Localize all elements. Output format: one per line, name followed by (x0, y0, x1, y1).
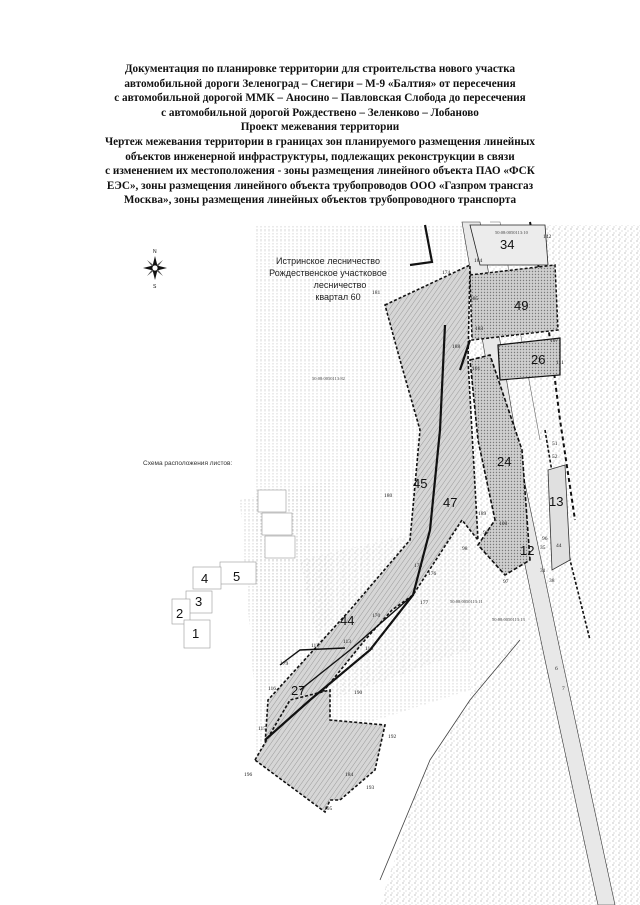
parcel-number: 13 (549, 494, 564, 509)
point-number: 6 (555, 666, 558, 672)
cadastral-number: 50:08:0050113:13 (492, 617, 525, 622)
point-number: 188 (452, 344, 461, 350)
point-number: 176 (428, 571, 437, 577)
point-number: 192 (388, 734, 397, 740)
parcel-number: 26 (531, 352, 546, 367)
point-number: 189 (478, 511, 487, 517)
point-number: 170 (372, 613, 381, 619)
point-number: 115 (258, 726, 267, 732)
point-number: 185 (470, 296, 479, 302)
point-number: 179 (280, 661, 289, 667)
point-number: 175 (414, 563, 423, 569)
sheet-number-2: 2 (176, 606, 184, 621)
point-number: 174 (442, 270, 451, 276)
point-number: 100 (499, 521, 508, 527)
point-number: 181 (372, 290, 381, 296)
point-number: 112 (311, 643, 320, 649)
title-line: Документация по планировке территории для строительства нового участка (124, 63, 516, 75)
title-line: Чертеж межевания территории в границах зон планируемого размещения линейных (104, 135, 536, 148)
compass-north-label: N (153, 249, 157, 255)
point-number: 52 (552, 454, 558, 460)
forest-label-line: Рождественское участковое (269, 268, 387, 278)
point-number: 97 (503, 579, 509, 585)
forest-label-line: лесничество (313, 280, 367, 290)
point-number: 51 (552, 441, 558, 447)
point-number: 111 (556, 360, 564, 366)
point-number: 177 (420, 600, 429, 606)
parcel-number: 12 (520, 543, 535, 558)
point-number: 184 (345, 772, 354, 778)
parcel-number: 44 (340, 613, 355, 628)
title-line: с изменением их местоположения - зоны размещения линейного объекта ПАО «ФСК (105, 165, 535, 178)
point-number: 116 (365, 646, 374, 652)
title-line: с автомобильной дорогой Рождествено – Зеленково – Лобаново (161, 106, 479, 119)
point-number: 116 (268, 686, 277, 692)
point-number: 193 (366, 785, 375, 791)
point-number: 96 (542, 536, 548, 542)
compass-rose (143, 249, 167, 290)
point-number: 196 (244, 772, 253, 778)
point-number: 195 (324, 806, 333, 812)
point-number: 35 (540, 545, 546, 551)
point-number: 113 (343, 639, 352, 645)
point-number: 183 (475, 326, 484, 332)
point-number: 44 (556, 543, 562, 549)
sheet-number-3: 3 (195, 594, 203, 609)
parcel-number: 27 (291, 683, 306, 698)
title-line: Проект межевания территории (240, 121, 400, 134)
point-number: 142 (543, 234, 552, 240)
point-number: 197 (550, 338, 559, 344)
title-line: ЕЭС», зоны размещения линейного объекта трубопроводов ООО «Газпром трансгаз (106, 179, 534, 192)
compass-south-label: S (153, 284, 157, 290)
point-number: 98 (462, 546, 468, 552)
parcel-number: 45 (413, 476, 428, 491)
sheet-number-4: 4 (201, 571, 209, 586)
sheet-number-1: 1 (192, 626, 200, 641)
title-line: объектов инженерной инфраструктуры, подлежащих реконструкции в связи (125, 150, 515, 163)
parcel-number: 47 (443, 495, 458, 510)
point-number: 180 (384, 493, 393, 499)
point-number: 7 (562, 686, 565, 692)
title-line: автомобильной дороги Зеленоград – Снегири – М-9 «Балтия» от пересечения (124, 77, 516, 90)
point-number: 184 (474, 258, 483, 264)
title-line: Москва», зоны размещения линейных объектов трубопроводного транспорта (123, 194, 517, 207)
sheet-number-5: 5 (233, 569, 241, 584)
parcel-number: 49 (514, 298, 529, 313)
forest-label-line: Истринское лесничество (276, 256, 380, 266)
parcel-26 (498, 338, 560, 380)
point-number: 101 (472, 366, 481, 372)
point-number: 99 (483, 530, 489, 536)
point-number: 190 (354, 690, 363, 696)
parcel-number: 34 (500, 237, 515, 252)
point-number: 38 (549, 578, 555, 584)
title-line: с автомобильной дорогой ММК – Аносино – Павловская Слобода до пересечения (114, 92, 526, 105)
parcel-number: 24 (497, 454, 512, 469)
cadastral-number: 50:08:0050113:11 (450, 599, 483, 604)
cadastral-number: 50:08:0050113:10 (495, 230, 528, 235)
forest-label-line: квартал 60 (315, 292, 361, 302)
cadastral-number: 50:08:0050113:82 (312, 376, 345, 381)
schema-label: Схема расположения листов: (143, 460, 233, 467)
point-number: 31 (540, 568, 546, 574)
